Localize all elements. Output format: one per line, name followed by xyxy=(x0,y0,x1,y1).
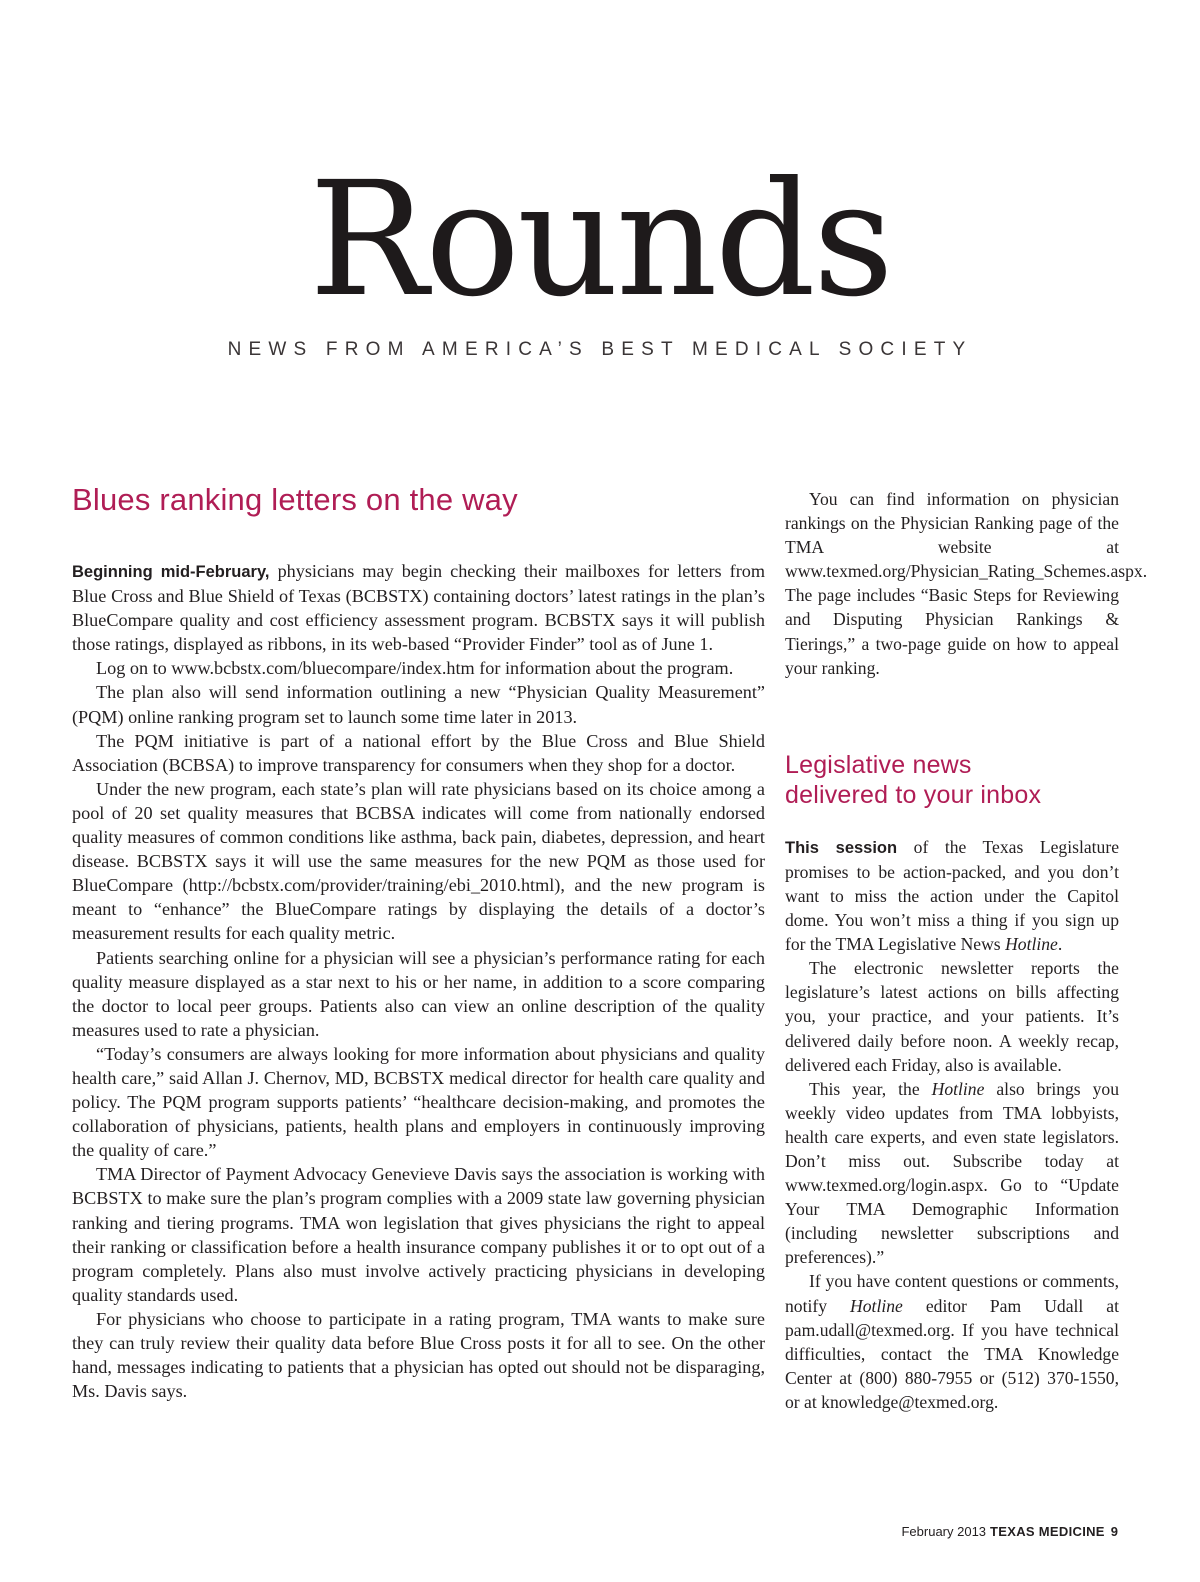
paragraph-text: editor Pam Udall at pam.udall@texmed.org. If you have technical difficulties, contact the TMA Knowledge Center at (800) 880-7955 or (512) 370-1550, or at knowledge@texmed.org. xyxy=(785,1295,1119,1412)
article-paragraph: The PQM initiative is part of a national effort by the Blue Cross and Blue Shield Association (BCBSA) to improve transparency for consumers when they shop for a doctor. xyxy=(72,730,765,775)
paragraph-text: This year, the xyxy=(809,1078,920,1099)
article-paragraph: Under the new program, each state’s plan will rate physicians based on its choice among a pool of 20 set quality measures that BCBSA indicates will come from nationally endorsed quality measures of common conditions like asthma, back pain, diabetes, depression, and heart disease. BCBSTX says it will use the same measures for the new PQM as those used for BlueCompare (http://bcbstx.com/provider/training/ebi_2010.html), and the new program is meant to “enhance” the BlueCompare ratings by displaying the details of a doctor’s measurement results for each quality metric. xyxy=(72,778,765,944)
lead-in: This session xyxy=(785,838,898,857)
article-paragraph: The electronic newsletter reports the legislature’s latest actions on bills affecting you, your practice, and your patients. It’s delivered daily before noon. A weekly recap, delivered each Friday, also is available. xyxy=(785,958,1119,1075)
article-paragraph xyxy=(785,1269,1119,1414)
headline-line: delivered to your inbox xyxy=(785,780,1042,809)
sidebar-headline xyxy=(785,750,1119,810)
page-footer xyxy=(901,1524,1118,1539)
article-paragraph: The plan also will send information outlining a new “Physician Quality Measurement” (PQM) online ranking program set to launch some time later in 2013. xyxy=(72,682,765,727)
paragraph-text: . xyxy=(1057,934,1063,955)
sidebar-column xyxy=(785,487,1148,1414)
article-paragraph: For physicians who choose to participate in a rating program, TMA wants to make sure they can truly review their quality data before Blue Cross posts it for all to see. On the other hand, messages indicating to patients that a physician has opted out should not be disparaging, Ms. Davis says. xyxy=(72,1308,765,1402)
masthead-subtitle: NEWS FROM AMERICA’S BEST MEDICAL SOCIETY xyxy=(227,339,973,360)
article-paragraph: “Today’s consumers are always looking for more information about physicians and quality health care,” said Allan J. Chernov, MD, BCBSTX medical director for health care quality and policy. The PQM program supports patients’ “healthcare decision-making, and promotes the collaboration of physicians, patients, health plans and employers in continuously improving the quality of care.” xyxy=(72,1043,765,1161)
magazine-name: TEXAS MEDICINE xyxy=(990,1524,1105,1539)
sidebar-article-body xyxy=(785,835,1119,1414)
italic-term: Hotline xyxy=(931,1078,985,1099)
sidebar-top-text xyxy=(785,487,1148,680)
italic-term: Hotline xyxy=(850,1295,903,1316)
paragraph-text: of the Texas Legislature promises to be action-packed, and you don’t want to miss the action under the Capitol dome. You won’t miss a thing if you sign up for the TMA Legislative News xyxy=(785,836,1119,955)
lead-in: Beginning mid-February, xyxy=(72,563,270,581)
page-number: 9 xyxy=(1110,1524,1118,1539)
italic-term: Hotline xyxy=(1005,934,1058,955)
article-paragraph: TMA Director of Payment Advocacy Genevieve Davis says the association is working with BCBSTX to make sure the plan’s program complies with a 2009 state law governing physician ranking and tiering programs. TMA won legislation that gives physicians the right to appeal their ranking or classification before a health insurance company publishes it or to opt out of a program completely. Plans also must involve actively practicing physicians in developing quality standards used. xyxy=(72,1164,765,1305)
issue-date: February 2013 xyxy=(901,1524,987,1539)
paragraph-text: If you have content questions or comments, notify xyxy=(785,1271,1119,1316)
paragraph-text: physicians may begin checking their mailboxes for letters from Blue Cross and Blue Shield of Texas (BCBSTX) containing doctors’ latest ratings in the plan’s BlueCompare quality and cost efficiency assessment program. BCBSTX says it will publish those ratings, displayed as ribbons, in its web-based “Provider Finder” tool as of June 1. xyxy=(72,561,766,655)
article-paragraph xyxy=(785,835,1119,956)
article-paragraph: Log on to www.bcbstx.com/bluecompare/index.htm for information about the program. xyxy=(96,658,734,679)
paragraph-text: also brings you weekly video updates from TMA lobbyists, health care experts, and even state legislators. Don’t miss out. Subscribe today at www.texmed.org/login.aspx. Go to “Update Your TMA Demographic Information (including newsletter subscriptions and preferences).” xyxy=(785,1078,1120,1268)
masthead-title: Rounds xyxy=(309,148,891,332)
article-paragraph: Patients searching online for a physician will see a physician’s performance rating for each quality measure displayed as a star next to his or her name, in addition to a score comparing the doctor to local peer groups. Patients also can view an online description of the quality measures used to rate a physician. xyxy=(72,947,765,1040)
article-headline: Blues ranking letters on the way xyxy=(72,482,518,517)
article-paragraph: You can find information on physician rankings on the Physician Ranking page of the TMA website at www.texmed.org/Physician_Rating_Schemes.aspx. The page includes “Basic Steps for Reviewing and Disputing Physician Rankings & Tierings,” a two-page guide on how to appeal your ranking. xyxy=(785,489,1148,678)
article-paragraph xyxy=(72,559,765,656)
article-body xyxy=(72,559,765,1403)
headline-line: Legislative news xyxy=(785,750,972,779)
main-article xyxy=(72,480,765,1403)
article-paragraph xyxy=(785,1077,1119,1270)
